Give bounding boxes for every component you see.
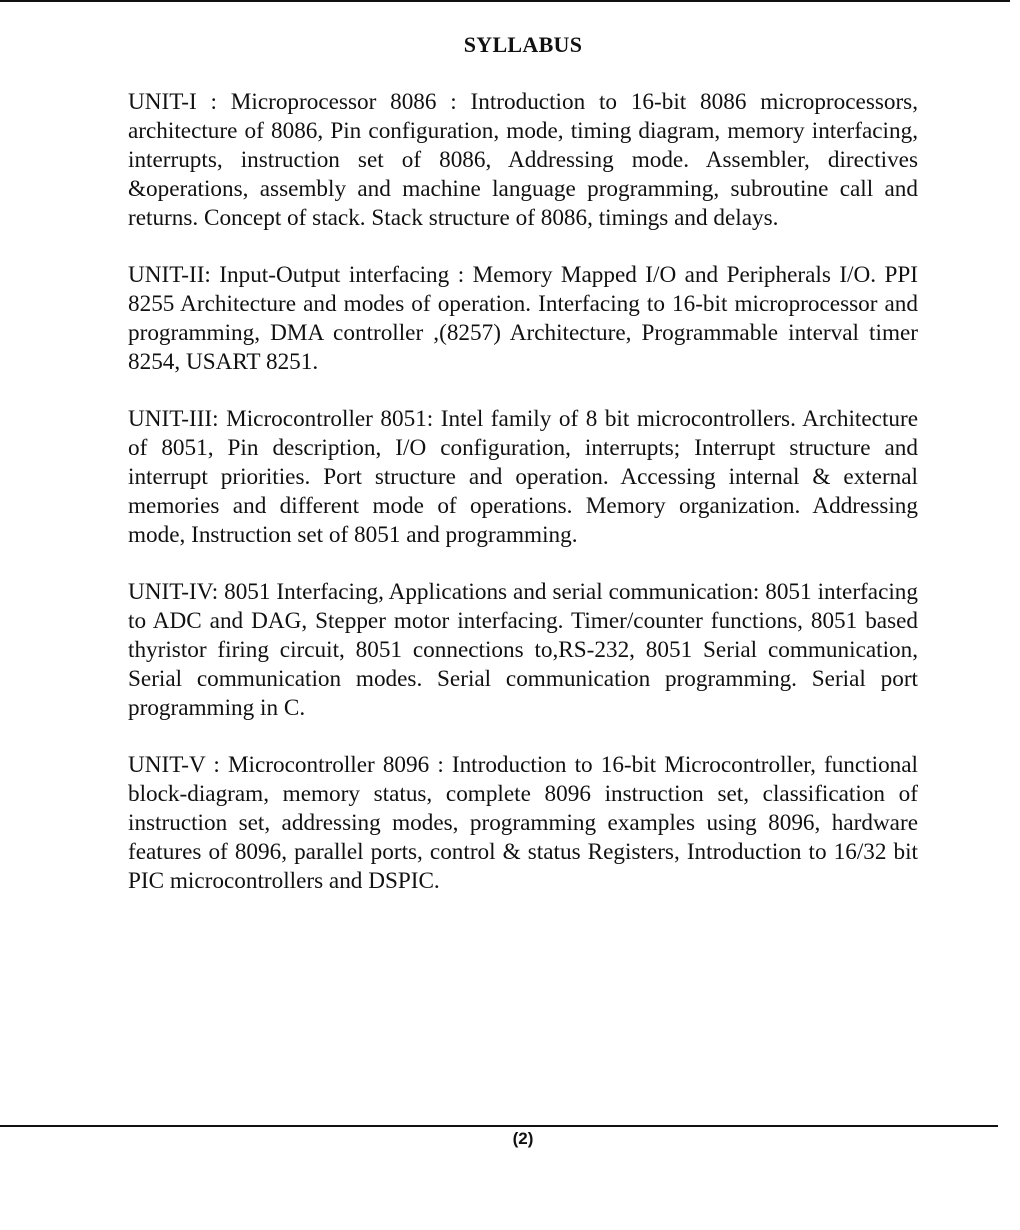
unit-1-paragraph: UNIT-I : Microprocessor 8086 : Introduction to 16-bit 8086 microprocessors, architecture of 8086, Pin configuration, mode, timing diagram, memory interfacing, interrupts, instruction set of 8086, Addressing mode. Assembler, directives &operations, assembly and machine language programming, subroutine call and returns. Concept of stack. Stack structure of 8086, timings and delays. [128,89,918,231]
syllabus-content [128,88,918,924]
page-number: (2) [512,1129,534,1148]
footer-rule [0,1125,998,1127]
header-rule [0,0,1010,2]
page-title: SYLLABUS [463,32,583,57]
unit-3-paragraph: UNIT-III: Microcontroller 8051: Intel family of 8 bit microcontrollers. Architecture of 8051, Pin description, I/O configuration, interrupts; Interrupt structure and interrupt priorities. Port structure and operation. Accessing internal & external memories and different mode of operations. Memory organization. Addressing mode, Instruction set of 8051 and programming. [128,406,918,548]
unit-4-paragraph: UNIT-IV: 8051 Interfacing, Applications and serial communication: 8051 interfacing to ADC and DAG, Stepper motor interfacing. Timer/counter functions, 8051 based thyristor firing circuit, 8051 connections to,RS-232, 8051 Serial communication, Serial communication modes. Serial communication programming. Serial port programming in C. [128,579,918,721]
unit-2-paragraph: UNIT-II: Input-Output interfacing : Memory Mapped I/O and Peripherals I/O. PPI 8255 Architecture and modes of operation. Interfacing to 16-bit microprocessor and programming, DMA controller ,(8257) Architecture, Programmable interval timer 8254, USART 8251. [128,262,918,375]
unit-5-paragraph: UNIT-V : Microcontroller 8096 : Introduction to 16-bit Microcontroller, functional block-diagram, memory status, complete 8096 instruction set, classification of instruction set, addressing modes, programming examples using 8096, hardware features of 8096, parallel ports, control & status Registers, Introduction to 16/32 bit PIC microcontrollers and DSPIC. [128,752,918,894]
